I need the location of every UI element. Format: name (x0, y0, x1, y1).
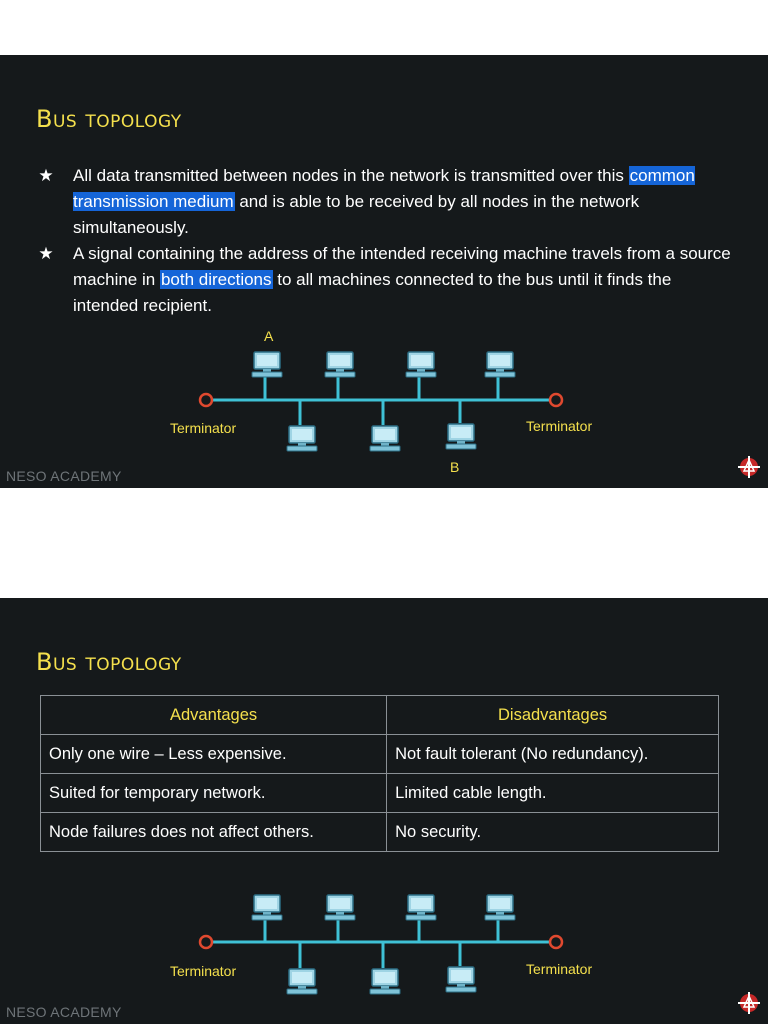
computer-icon (406, 895, 436, 920)
neso-logo-icon (738, 992, 760, 1014)
computer-icon (485, 895, 515, 920)
bullet-list (36, 163, 736, 319)
bus-topology-diagram (0, 325, 768, 488)
computer-icon (252, 895, 282, 920)
star-bullet-icon: ★ (38, 166, 54, 185)
table-cell: Suited for temporary network. (41, 774, 387, 813)
computer-icon (485, 352, 515, 377)
computer-icon (252, 352, 282, 377)
highlighted-text: both directions (160, 270, 272, 289)
table-cell: Limited cable length. (387, 774, 719, 813)
table-header-row (41, 696, 719, 735)
terminator-icon (200, 936, 212, 948)
star-bullet-icon: ★ (38, 244, 54, 263)
bullet-item: ★ A signal containing the address of the intended receiving machine travels from a source machine in both directions to all machines connected to the bus until it finds the intended recipient. (36, 241, 736, 319)
watermark: NESO ACADEMY (6, 468, 122, 484)
bullet-item: ★ All data transmitted between nodes in the network is transmitted over this common transmission medium and is able to be received by all nodes in the network simultaneously. (36, 163, 736, 241)
computer-icon (370, 426, 400, 451)
table-cell: Not fault tolerant (No redundancy). (387, 735, 719, 774)
table-header-advantages: Advantages (41, 696, 387, 735)
node-label-a: A (264, 328, 274, 344)
advantages-table (40, 695, 719, 852)
computer-icon (446, 967, 476, 992)
terminator-label: Terminator (170, 420, 237, 436)
terminator-label: Terminator (170, 963, 237, 979)
computer-icon (325, 895, 355, 920)
table-cell: Only one wire – Less expensive. (41, 735, 387, 774)
node-label-b: B (450, 459, 460, 475)
table-cell: No security. (387, 813, 719, 852)
computer-icon (406, 352, 436, 377)
table-row (41, 774, 719, 813)
computer-icon (370, 969, 400, 994)
bus-topology-diagram (0, 878, 768, 1018)
slide-title: Bus topology (36, 105, 182, 133)
highlighted-text: common transmission medium (73, 166, 695, 211)
table-cell: Node failures does not affect others. (41, 813, 387, 852)
watermark: NESO ACADEMY (6, 1004, 122, 1020)
slide-title: Bus topology (36, 648, 182, 676)
computer-icon (287, 969, 317, 994)
slide-1 (0, 55, 768, 488)
neso-logo-icon (738, 456, 760, 478)
table-row (41, 813, 719, 852)
slide-2 (0, 598, 768, 1024)
terminator-icon (550, 394, 562, 406)
table-header-disadvantages: Disadvantages (387, 696, 719, 735)
computer-icon (325, 352, 355, 377)
terminator-icon (200, 394, 212, 406)
terminator-icon (550, 936, 562, 948)
computer-icon (446, 424, 476, 449)
terminator-label: Terminator (526, 418, 593, 434)
table-row (41, 735, 719, 774)
terminator-label: Terminator (526, 961, 593, 977)
computer-icon (287, 426, 317, 451)
